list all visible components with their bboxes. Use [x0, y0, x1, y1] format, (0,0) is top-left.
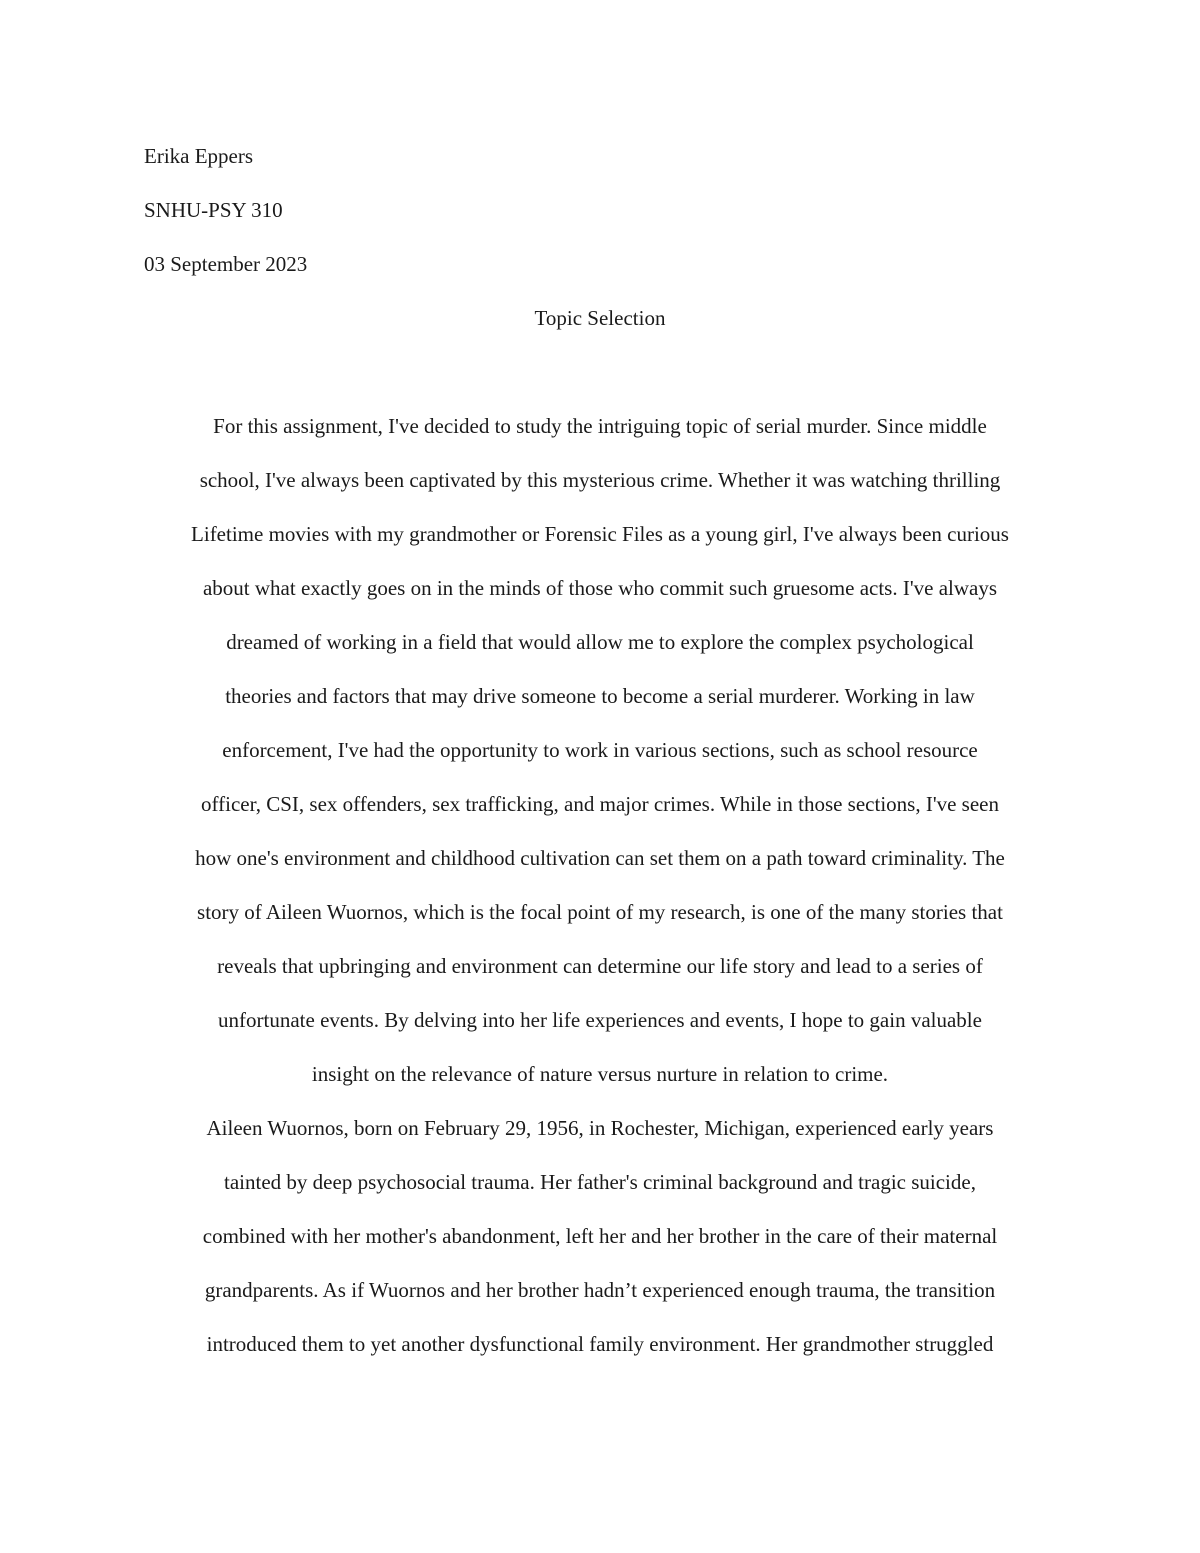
body-line: grandparents. As if Wuornos and her brother hadn’t experienced enough trauma, the transition — [204, 1278, 996, 1302]
body-line: Lifetime movies with my grandmother or Forensic Files as a young girl, I've always been curious — [191, 522, 1009, 546]
body-line: enforcement, I've had the opportunity to work in various sections, such as school resource — [222, 738, 978, 762]
body-line: school, I've always been captivated by this mysterious crime. Whether it was watching thrilling — [199, 468, 1001, 492]
body-line: dreamed of working in a field that would allow me to explore the complex psychological — [226, 630, 974, 654]
body-line: combined with her mother's abandonment, left her and her brother in the care of their maternal — [202, 1224, 998, 1248]
body-line: unfortunate events. By delving into her life experiences and events, I hope to gain valuable — [218, 1008, 982, 1032]
document-date: 03 September 2023 — [144, 252, 308, 276]
body-line: Aileen Wuornos, born on February 29, 1956, in Rochester, Michigan, experienced early years — [206, 1116, 994, 1140]
body-line: insight on the relevance of nature versus nurture in relation to crime. — [311, 1062, 889, 1086]
body-line: theories and factors that may drive someone to become a serial murderer. Working in law — [225, 684, 975, 708]
body-line: tainted by deep psychosocial trauma. Her father's criminal background and tragic suicide, — [224, 1170, 976, 1194]
body-line: reveals that upbringing and environment can determine our life story and lead to a series of — [217, 954, 983, 978]
document-title: Topic Selection — [534, 306, 666, 330]
body-line: how one's environment and childhood cultivation can set them on a path toward criminality. The — [195, 846, 1005, 870]
course-code: SNHU-PSY 310 — [144, 198, 283, 222]
body-line: For this assignment, I've decided to study the intriguing topic of serial murder. Since middle — [213, 414, 987, 438]
author-name: Erika Eppers — [144, 144, 254, 168]
body-line: introduced them to yet another dysfunctional family environment. Her grandmother struggled — [206, 1332, 994, 1356]
body-line: story of Aileen Wuornos, which is the focal point of my research, is one of the many stories that — [197, 900, 1003, 924]
document-body — [120, 399, 1080, 1371]
body-line: about what exactly goes on in the minds of those who commit such gruesome acts. I've always — [202, 576, 998, 600]
document-header — [144, 129, 1056, 345]
body-line: officer, CSI, sex offenders, sex trafficking, and major crimes. While in those sections, I've seen — [201, 792, 999, 816]
